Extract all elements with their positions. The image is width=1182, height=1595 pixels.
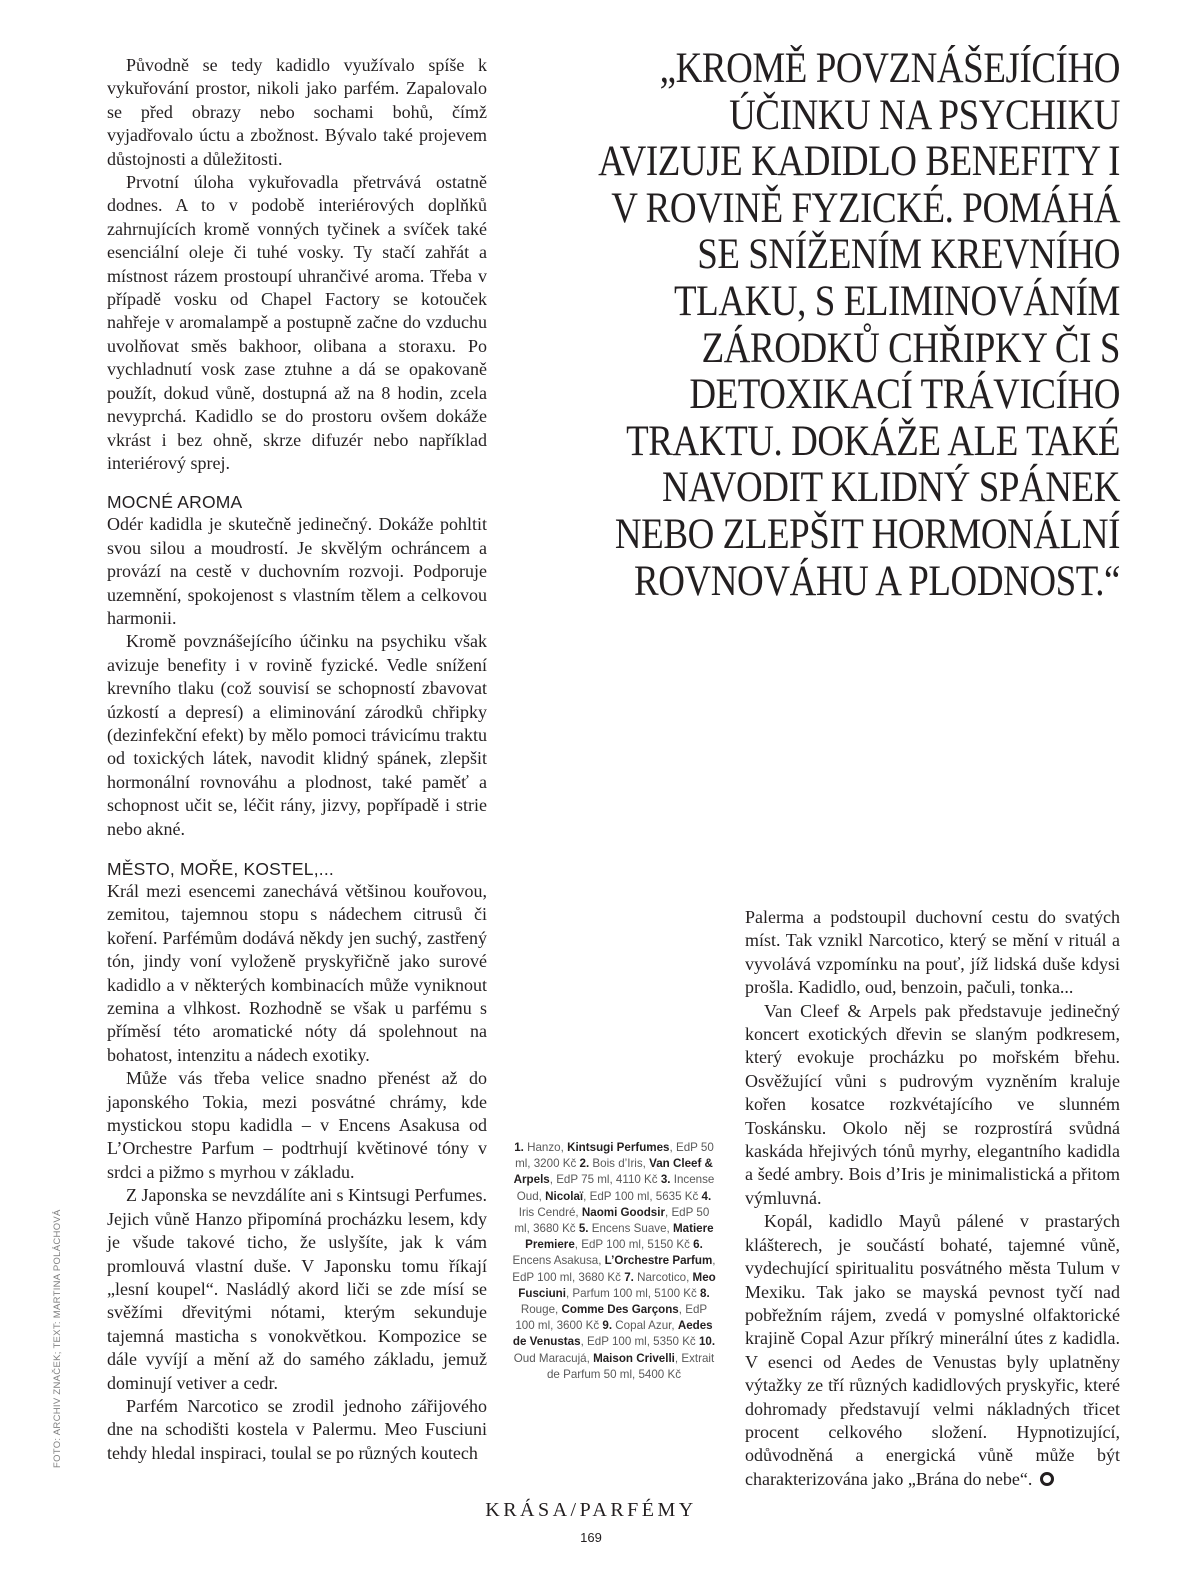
credit-item: 9. Copal Azur, Aedes de Venustas, EdP 100 ml, 5350 Kč — [512, 1319, 713, 1349]
paragraph: Odér kadidla je skutečně jedinečný. Dokáže pohltit svou silou a moudrostí. Je skvělým ochráncem a provází na cestě v duchovním rozvoji. Podporuje uzemnění, spokojenost s vlastním tělem a celkovou harmonii. — [107, 514, 487, 628]
paragraph: Král mezi esencemi zanechává většinou kouřovou, zemitou, tajemnou stopu s nádechem citrusů či koření. Parfémům dodává někdy jen suchý, zastřený tón, jindy voní vyloženě pryskyřičně jako surové kadidlo a v některých kombinacích může vyniknout zemina a vlhkost. Rozhodně se však u parfému s příměsí této aromatické nóty dá spolehnout na bohatost, intenzitu a nádech exotiky. — [107, 881, 487, 1065]
credit-item: 3. Incense Oud, Nicolaï, EdP 100 ml, 5635 Kč — [516, 1173, 715, 1203]
page-number: 169 — [580, 1530, 602, 1545]
pull-quote: „KROMĚ POVZNÁŠEJÍCÍHO ÚČINKU NA PSYCHIKU AVIZUJE KADIDLO BENEFITY I V ROVINĚ FYZICKÉ. POMÁHÁ SE SNÍŽENÍM KREVNÍHO TLAKU, S ELIMINOVÁNÍM ZÁRODKŮ CHŘIPKY ČI S DETOXIKACÍ TRÁVICÍHO TRAKTU. DOKÁŽE ALE TAKÉ NAVODIT KLIDNÝ SPÁNEK NEBO ZLEPŠIT HORMONÁLNÍ ROVNOVÁHU A PLODNOST.“ — [598, 45, 1120, 605]
paragraph: Palerma a podstoupil duchovní cestu do svatých míst. Tak vznikl Narcotico, který se mění v rituál a vyvolává vzpomínku na pouť, jíž lidská duše kdysi prošla. Kadidlo, oud, benzoin, pačuli, tonka... — [745, 907, 1120, 998]
credit-item: 8. Rouge, Comme Des Garçons, EdP 100 ml, 3600 Kč — [515, 1286, 710, 1333]
product-credits — [510, 1140, 718, 1383]
end-of-article-icon — [1040, 1472, 1054, 1486]
paragraph: Může vás třeba velice snadno přenést až do japonského Tokia, mezi posvátné chrámy, kde mystickou stopu kadidla – v Encens Asakusa od L’Orchestre Parfum – podtrhují květinové tóny v srdci a pižmo s myrhou v základu. — [107, 1068, 487, 1182]
paragraph: Van Cleef & Arpels pak představuje jedinečný koncert exotických dřevin se slaným podkresem, který evokuje procházku po mořském břehu. Osvěžující vůni s pudrovým vyzněním kraluje kořen kosatce rozkvétajícího ve slunném Toskánsku. Okolo něj se rozprostírá svůdná kaskáda hřejivých tónů myrhy, elegantního kadidla a šedé ambry. Bois d’Iris je minimalistická a přitom výmluvná. — [745, 1000, 1120, 1208]
credit-item: 1. Hanzo, Kintsugi Perfumes, EdP 50 ml, 3200 Kč — [514, 1141, 714, 1171]
left-column-top — [107, 54, 487, 841]
credit-item: 10. Oud Maracujá, Maison Crivelli, Extrait de Parfum 50 ml, 5400 Kč — [513, 1335, 716, 1381]
credit-item: 7. Narcotico, Meo Fusciuni, Parfum 100 ml, 5100 Kč — [518, 1270, 716, 1300]
section-title: KRÁSA/PARFÉMY — [485, 1499, 697, 1521]
paragraph: Kromě povznášejícího účinku na psychiku však avizuje benefity i v rovině fyzické. Vedle snížení krevního tlaku (což souvisí se schopností zbavovat úzkostí a depresí) a eliminování zárodků chřipky (dezinfekční efekt) by mělo pomoci trávicímu traktu od toxických látek, navodit klidný spánek, zlepšit hormonální rovnováhu a plodnost, také paměť a schopnost učit se, léčit rány, jizvy, popřípadě i strie nebo akné. — [107, 631, 487, 839]
paragraph: Původně se tedy kadidlo využívalo spíše k vykuřování prostor, nikoli jako parfém. Zapalovalo se před obrazy nebo sochami bohů, čímž vyjadřovalo úctu a zbožnost. Bývalo také projevem důstojnosti a důležitosti. — [107, 55, 487, 169]
right-column-bottom — [745, 906, 1120, 1491]
paragraph: Prvotní úloha vykuřovadla přetrvává ostatně dodnes. A to v podobě interiérových doplňků zahrnujících kromě vonných tyčinek a svíček také esenciální oleje či tuhé vosky. Ty stačí zahřát a místnost rázem prostoupí uhrančivé aroma. Třeba v případě vosku od Chapel Factory se kotouček nahřeje v aromalampě a postupně začne do vzduchu uvolňovat směs bakhoor, olibana a storaxu. Po vychladnutí vosk zase ztuhne a dá se opakovaně použít, dokud vůně, dostupná až na 8 hodin, zcela nevyprchá. Kadidlo se do prostoru ovšem dokáže vkrást i bez ohně, skrze difuzér nebo například interiérový sprej. — [107, 172, 487, 473]
credit-item: 4. Iris Cendré, Naomi Goodsir, EdP 50 ml, 3680 Kč — [514, 1189, 712, 1236]
left-column-bottom — [107, 859, 487, 1465]
paragraph: Z Japonska se nevzdálíte ani s Kintsugi Perfumes. Jejich vůně Hanzo připomíná procházku lesem, kdy je všude takové ticho, že uslyšíte, jak k vám promlouvá vlastní duše. V Japonsku tomu říkají „lesní koupel“. Nasládlý akord liči se zde mísí se svěžími dřevitými nótami, kterým sekunduje tajemná masticha s vonokvětkou. Kompozice se dále vyvíjí a mění až do samého základu, jemuž dominují vetiver a cedr. — [107, 1185, 487, 1393]
credit-item: 2. Bois d’Iris, Van Cleef & Arpels, EdP 75 ml, 4110 Kč — [513, 1157, 713, 1187]
credit-item: 6. Encens Asakusa, L’Orchestre Parfum, EdP 100 ml, 3680 Kč — [512, 1238, 716, 1284]
paragraph-text: Kopál, kadidlo Mayů pálené v prastarých klášterech, je součástí bohaté, tajemné vůně, vydechující spiritualitu posvátného města Tulum v Mexiku. Tak jako se mayská pevnost tyčí nad pobřežním rájem, zvedá v pomyslné olfaktorické krajině Copal Azur příkrý minerální útes z kadidla. V esenci od Aedes de Venustas byly uplatněny výtažky ze tří různých kadidlových pryskyřic, které dohromady představují velmi nákladných třicet procent celkového složení. Hypnotizující, odůvodněná a energická vůně může být charakterizována jako „Brána do nebe“. — [745, 1211, 1120, 1489]
section-heading-mesto-more-kostel: MĚSTO, MOŘE, KOSTEL,... — [107, 859, 334, 879]
photo-credit: FOTO: ARCHIV ZNAČEK; TEXT: MARTINA POLÁCHOVÁ — [52, 1209, 63, 1468]
paragraph — [745, 1210, 1120, 1491]
section-heading-mocne-aroma: MOCNÉ AROMA — [107, 492, 243, 513]
credit-item: 5. Encens Suave, Matiere Premiere, EdP 100 ml, 5150 Kč — [525, 1222, 714, 1252]
paragraph: Parfém Narcotico se zrodil jednoho zářijového dne na schodišti kostela v Palermu. Meo Fusciuni tehdy hledal inspiraci, toulal se po různých koutech — [107, 1395, 487, 1463]
